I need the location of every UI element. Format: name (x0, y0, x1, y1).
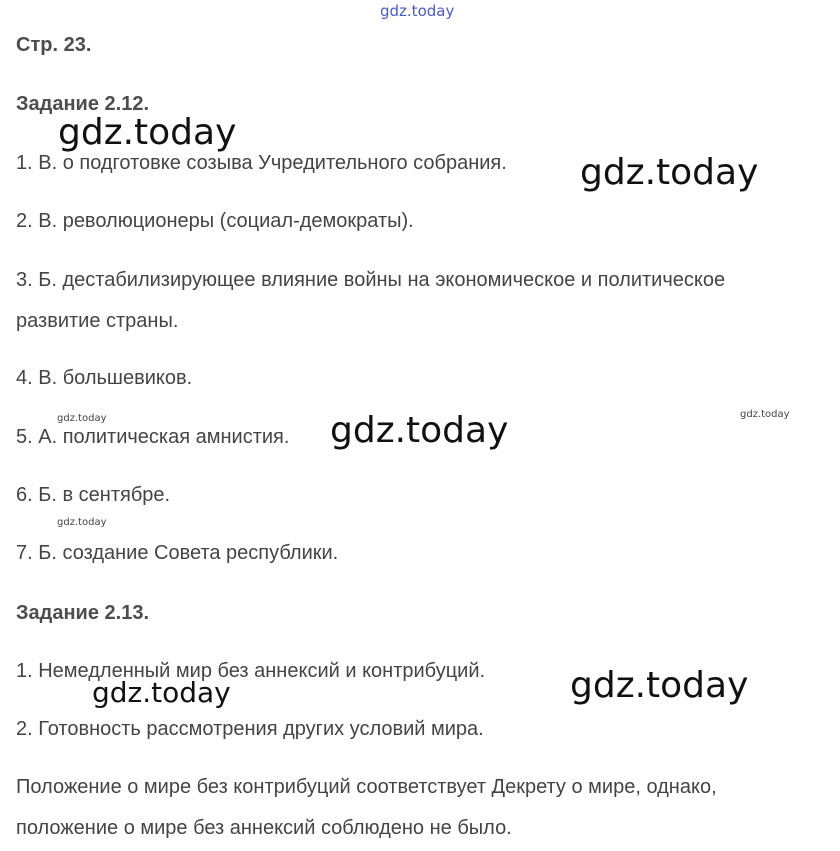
task-212-answer-2: 2. В. революционеры (социал-демократы). (16, 210, 414, 232)
task-212-answer-3-cont: развитие страны. (16, 310, 179, 332)
task-212-answer-5: 5. А. политическая амнистия. (16, 426, 290, 448)
task-212-answer-3: 3. Б. дестабилизирующее влияние войны на экономическое и политическое (16, 269, 726, 291)
task-213-answer-2: 2. Готовность рассмотрения других условий мира. (16, 718, 484, 740)
task-212-answer-7: 7. Б. создание Совета республики. (16, 542, 339, 564)
watermark-top: gdz.today (380, 2, 455, 20)
watermark-big: gdz.today (580, 152, 759, 193)
task-212-answer-1: 1. В. о подготовке созыва Учредительного собрания. (16, 152, 507, 174)
watermark-small: gdz.today (57, 413, 107, 424)
task-213-title: Задание 2.13. (16, 602, 150, 624)
watermark-small: gdz.today (57, 517, 107, 528)
watermark-big: gdz.today (92, 676, 231, 709)
task-213-conclusion-line-1: Положение о мире без контрибуций соответствует Декрету о мире, однако, (16, 776, 717, 798)
watermark-big: gdz.today (330, 410, 509, 451)
page-header: Стр. 23. (16, 34, 92, 56)
watermark-small: gdz.today (740, 409, 790, 420)
task-212-answer-4: 4. В. большевиков. (16, 367, 193, 389)
task-213-conclusion-line-2: положение о мире без аннексий соблюдено не было. (16, 817, 512, 839)
watermark-big: gdz.today (58, 112, 237, 153)
task-212-answer-6: 6. Б. в сентябре. (16, 484, 171, 506)
task-213-answer-1: 1. Немедленный мир без аннексий и контрибуций. (16, 660, 486, 682)
watermark-big: gdz.today (570, 665, 749, 706)
task-212-title: Задание 2.12. (16, 93, 150, 115)
